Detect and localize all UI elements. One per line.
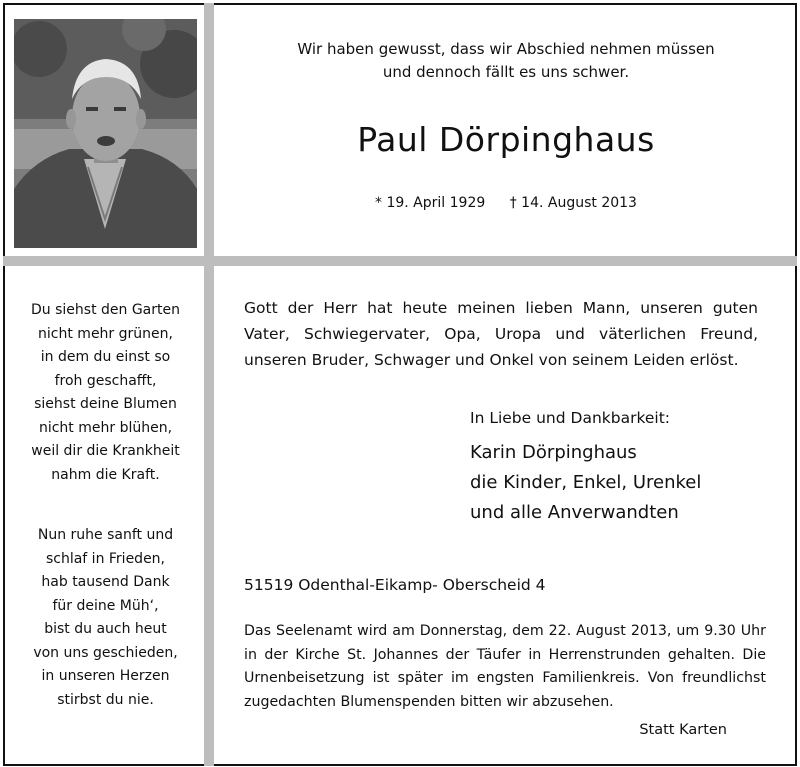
horizontal-divider [3, 256, 797, 266]
poem-line: bist du auch heut [44, 621, 167, 637]
life-dates [236, 193, 776, 213]
poem-line: froh geschafft, [54, 372, 157, 389]
deceased-name: Paul Dörpinghaus [357, 120, 655, 159]
family-line: und alle Anverwandten [470, 502, 679, 523]
statt-karten: Statt Karten [639, 722, 727, 738]
birth-date: * 19. April 1929 [375, 195, 486, 211]
service-info: Das Seelenamt wird am Donnerstag, dem 22. August 2013, um 9.30 Uhr in der Kirche St. Johannes der Täufer in Herrenstrunden gehalten. Die Urnenbeisetzung ist später im engsten Familienkreis. Von freundlichst zugedachten Blumenspenden bitten wir abzusehen. [244, 623, 766, 710]
poem-line: nahm die Kraft. [51, 466, 160, 483]
poem-line: für deine Müh‘, [52, 597, 159, 614]
poem [14, 299, 197, 712]
stanza-gap [14, 487, 197, 524]
death-date: † 14. August 2013 [509, 195, 637, 211]
farewell-quote [236, 38, 776, 84]
poem-line: schlaf in Frieden, [45, 550, 166, 567]
quote-line-2: und dennoch fällt es uns schwer. [382, 63, 630, 81]
poem-line: Du siehst den Garten [31, 302, 180, 318]
poem-line: hab tausend Dank [41, 574, 170, 590]
quote-line-1: Wir haben gewusst, dass wir Abschied nehmen müssen [297, 40, 715, 58]
address: 51519 Odenthal-Eikamp- Oberscheid 4 [244, 576, 546, 594]
family-line: die Kinder, Enkel, Urenkel [470, 472, 702, 493]
poem-line: stirbst du nie. [57, 691, 154, 708]
poem-line: siehst deine Blumen [34, 396, 177, 412]
portrait-image [14, 19, 197, 248]
poem-line: in unseren Herzen [41, 668, 170, 684]
poem-line: nicht mehr grünen, [38, 325, 173, 342]
closing-block [470, 405, 790, 528]
announcement-text: Gott der Herr hat heute meinen lieben Mann, unseren guten Vater, Schwiegervater, Opa, Uropa und väterlichen Freund, unseren Bruder, Schwager und Onkel von seinem Leiden erlöst. [244, 299, 758, 369]
closing-intro: In Liebe und Dankbarkeit: [470, 409, 671, 427]
portrait-photo [14, 19, 197, 248]
poem-line: Nun ruhe sanft und [37, 527, 174, 543]
poem-line: von uns geschieden, [33, 644, 178, 661]
family-line: Karin Dörpinghaus [470, 442, 637, 463]
vertical-divider [204, 3, 214, 766]
poem-line: in dem du einst so [40, 349, 171, 365]
poem-line: weil dir die Krankheit [31, 443, 180, 459]
poem-line: nicht mehr blühen, [38, 419, 173, 436]
